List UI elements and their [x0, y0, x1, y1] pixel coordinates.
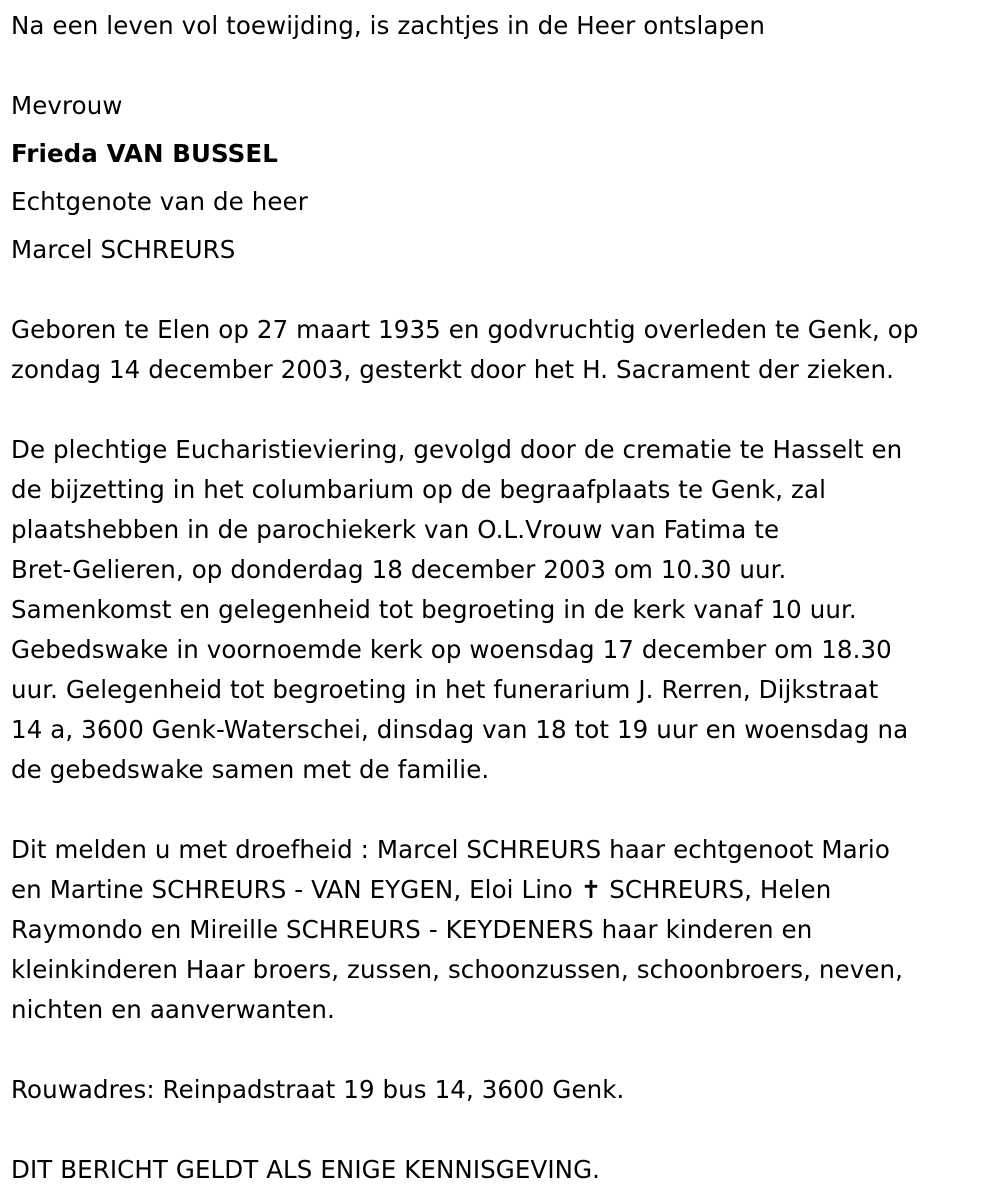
- paragraph-line: uur. Gelegenheid tot begroeting in het funerarium J. Rerren, Dijkstraat: [11, 675, 879, 704]
- paragraph-line: en Martine SCHREURS - VAN EYGEN, Eloi Lino ✝ SCHREURS, Helen: [11, 875, 832, 904]
- paragraph-line: Gebedswake in voornoemde kerk op woensdag 17 december om 18.30: [11, 635, 892, 664]
- paragraph-line: Samenkomst en gelegenheid tot begroeting in de kerk vanaf 10 uur.: [11, 595, 857, 624]
- paragraph-line: zondag 14 december 2003, gesterkt door het H. Sacrament der zieken.: [11, 355, 894, 384]
- paragraph-line: 14 a, 3600 Genk-Waterschei, dinsdag van 18 tot 19 uur en woensdag na: [11, 715, 909, 744]
- paragraph-line: plaatshebben in de parochiekerk van O.L.Vrouw van Fatima te: [11, 515, 780, 544]
- paragraph-line: De plechtige Eucharistieviering, gevolgd door de crematie te Hasselt en: [11, 435, 903, 464]
- closing-statement: DIT BERICHT GELDT ALS ENIGE KENNISGEVING.: [11, 1155, 601, 1184]
- deceased-name: Frieda VAN BUSSEL: [11, 139, 278, 168]
- paragraph-line: Raymondo en Mireille SCHREURS - KEYDENERS haar kinderen en: [11, 915, 813, 944]
- birth-death-paragraph: [11, 310, 919, 390]
- ceremony-paragraph: [11, 430, 908, 790]
- paragraph-line: Dit melden u met droefheid : Marcel SCHREURS haar echtgenoot Mario: [11, 835, 890, 864]
- paragraph-line: Geboren te Elen op 27 maart 1935 en godvruchtig overleden te Genk, op: [11, 315, 919, 344]
- paragraph-line: kleinkinderen Haar broers, zussen, schoonzussen, schoonbroers, neven,: [11, 955, 904, 984]
- spouse-name: Marcel SCHREURS: [11, 235, 236, 264]
- paragraph-line: de bijzetting in het columbarium op de begraafplaats te Genk, zal: [11, 475, 826, 504]
- paragraph-line: de gebedswake samen met de familie.: [11, 755, 490, 784]
- title-mevrouw: Mevrouw: [11, 91, 123, 120]
- paragraph-line: nichten en aanverwanten.: [11, 995, 335, 1024]
- spouse-label: Echtgenote van de heer: [11, 187, 308, 216]
- paragraph-line: Bret-Gelieren, op donderdag 18 december 2003 om 10.30 uur.: [11, 555, 787, 584]
- intro-line: Na een leven vol toewijding, is zachtjes in de Heer ontslapen: [11, 11, 765, 40]
- family-paragraph: [11, 830, 903, 1030]
- mourning-address: Rouwadres: Reinpadstraat 19 bus 14, 3600 Genk.: [11, 1075, 625, 1104]
